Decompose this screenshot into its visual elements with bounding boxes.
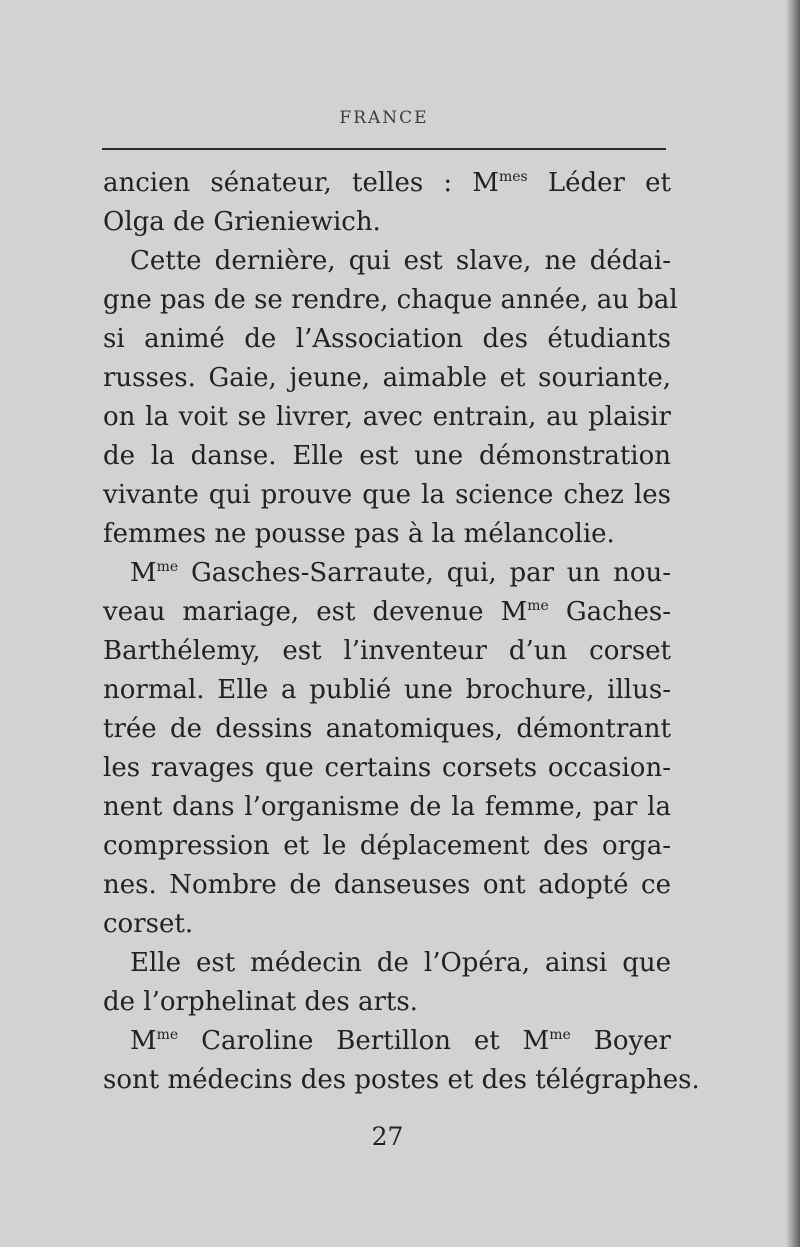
text-line: de la danse. Elle est une démonstration: [103, 441, 671, 471]
text-line: $M^{me}$ Caroline Bertillon et $M^{me}$ Boyer: [130, 1026, 671, 1056]
text-line: de l’orphelinat des arts.: [103, 987, 418, 1017]
text-line: gne pas de se rendre, chaque année, au bal: [103, 285, 678, 315]
text-line: Elle est médecin de l’Opéra, ainsi que: [130, 948, 671, 978]
text-line: nes. Nombre de danseuses ont adopté ce: [103, 870, 671, 900]
text-line: femmes ne pousse pas à la mélancolie.: [103, 519, 615, 549]
page-number: 27: [371, 1122, 404, 1151]
text-line: corset.: [103, 909, 194, 939]
body-text: [103, 164, 700, 1100]
text-line: si animé de l’Association des étudiants: [103, 324, 671, 354]
text-line: Olga de Grieniewich.: [103, 207, 381, 237]
text-line: russes. Gaie, jeune, aimable et souriante,: [103, 363, 671, 393]
text-line: compression et le déplacement des orga-: [103, 831, 671, 861]
text-line: Cette dernière, qui est slave, ne dédai-: [130, 246, 671, 276]
text-line: Barthélemy, est l’inventeur d’un corset: [103, 636, 671, 666]
text-line: sont médecins des postes et des télégraphes.: [103, 1065, 700, 1095]
text-line: vivante qui prouve que la science chez les: [103, 480, 671, 510]
running-header: FRANCE: [339, 108, 429, 128]
text-line: veau mariage, est devenue $M^{me}$ Gaches-: [103, 597, 671, 627]
text-line: normal. Elle a publié une brochure, illus-: [103, 675, 671, 705]
text-line: on la voit se livrer, avec entrain, au plaisir: [103, 402, 671, 432]
text-line: nent dans l’organisme de la femme, par la: [103, 792, 671, 822]
header-rule: [102, 148, 666, 150]
text-line: les ravages que certains corsets occasion-: [103, 753, 671, 783]
text-line: trée de dessins anatomiques, démontrant: [103, 714, 671, 744]
text-line: ancien sénateur, telles : $M^{mes}$ Léder et: [103, 168, 671, 198]
text-line: $M^{me}$ Gasches-Sarraute, qui, par un nou-: [130, 558, 671, 588]
